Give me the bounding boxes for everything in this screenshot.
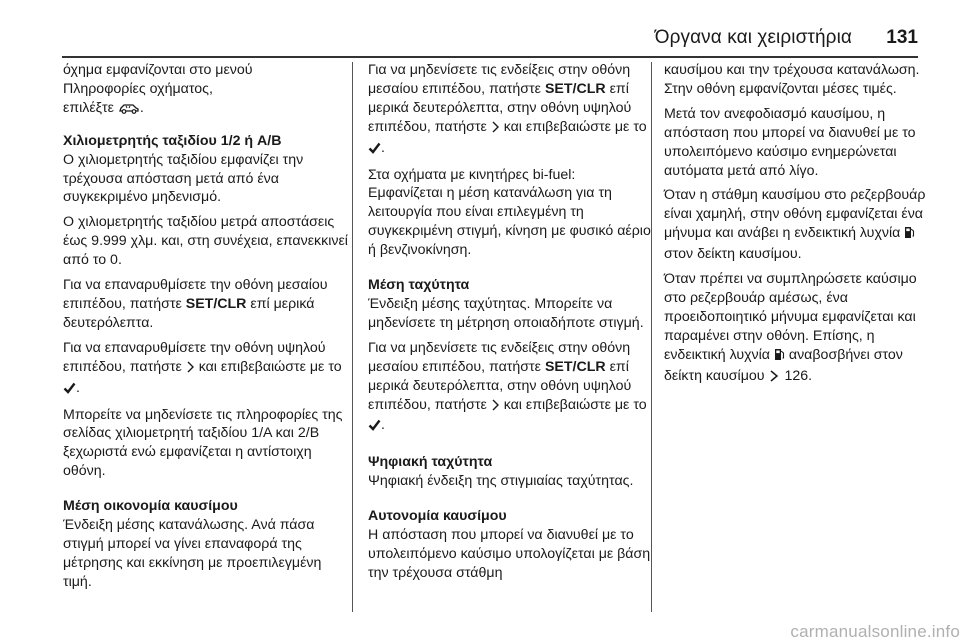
paragraph: Όταν η στάθμη καυσίμου στο ρεζερβουάρ είναι χαμηλή, στην οθόνη εμφανίζεται ένα μήνυμα και ανάβει η ενδεικτική λυχνία στον δείκτη καυσίμου. [664, 187, 926, 263]
paragraph: Για να μηδενίσετε τις ενδείξεις στην οθόνη μεσαίου επιπέδου, πατήστε SET/CLR επί μερικά δευτερόλεπτα, στην οθόνη υψηλού επιπέδου, πατήστε και επιβεβαιώστε με το . [368, 339, 653, 438]
chevron-right-icon [491, 120, 500, 139]
checkmark-icon [368, 418, 381, 437]
chevron-right-icon [491, 398, 500, 417]
section-heading: Αυτονομία καυσίμου [368, 508, 507, 525]
fuel-pump-icon [774, 348, 785, 367]
fuel-pump-icon [904, 226, 915, 245]
button-name: SET/CLR [544, 358, 606, 375]
paragraph: Η απόσταση που μπορεί να διανυθεί με το υπολειπόμενο καύσιμο υπολογίζεται με βάση την τρέχουσα στάθμη [368, 527, 651, 581]
page-reference-icon[interactable] [768, 369, 780, 388]
checkmark-icon [63, 381, 76, 400]
car-settings-icon [118, 101, 140, 120]
chapter-title: Όργανα και χειριστήρια [654, 27, 852, 48]
column-3 [664, 61, 929, 394]
column-1 [63, 61, 348, 598]
button-name: SET/CLR [185, 295, 247, 312]
section-heading: Χιλιομετρητής ταξιδίου 1/2 ή A/B [63, 132, 282, 149]
section-heading: Ψηφιακή ταχύτητα [368, 454, 493, 471]
paragraph: Ψηφιακή ένδειξη της στιγμιαίας ταχύτητας. [368, 473, 634, 490]
paragraph: Ο χιλιομετρητής ταξιδίου μετρά αποστάσεις έως 9.999 χλμ. και, στη συνέχεια, επανεκκινεί από το 0. [63, 214, 348, 269]
paragraph: Για να επαναρυθμίσετε την οθόνη υψηλού επιπέδου, πατήστε και επιβεβαιώστε με το . [63, 339, 348, 400]
paragraph: Ένδειξη μέσης ταχύτητας. Μπορείτε να μηδενίσετε τη μέτρηση οποιαδήποτε στιγμή. [368, 295, 644, 331]
column-divider-1 [352, 62, 353, 612]
button-name: SET/CLR [544, 80, 606, 97]
paragraph: Στα οχήματα με κινητήρες bi-fuel: Εμφανίζεται η μέση κατανάλωση για τη λειτουργία που είναι επιλεγμένη τη συγκεκριμένη στιγμή, κίνηση με φυσικό αέριο ή βενζινοκίνηση. [368, 166, 651, 259]
chevron-right-icon [186, 360, 195, 379]
checkmark-icon [368, 141, 381, 160]
paragraph: Για να επαναρυθμίσετε την οθόνη μεσαίου επιπέδου, πατήστε SET/CLR επί μερικά δευτερόλεπτα. [63, 277, 328, 331]
paragraph: καυσίμου και την τρέχουσα κατανάλωση. Στην οθόνη εμφανίζονται μέσες τιμές. [664, 62, 920, 97]
column-2 [368, 61, 653, 589]
page-header [0, 0, 960, 60]
paragraph: όχημα εμφανίζονται στο μενού Πληροφορίες οχήματος, επιλέξτε . [63, 61, 348, 120]
paragraph: Ο χιλιομετρητής ταξιδίου εμφανίζει την τρέχουσα απόσταση μετά από ένα συγκεκριμένο μηδενισμό. [63, 151, 304, 206]
section-heading: Μέση οικονομία καυσίμου [63, 498, 238, 515]
paragraph: Μετά τον ανεφοδιασμό καυσίμου, η απόσταση που μπορεί να διανυθεί με το υπολειπόμενο καύσιμο ενημερώνεται αυτόματα μετά από λίγο. [664, 105, 916, 179]
section-heading: Μέση ταχύτητα [368, 277, 470, 294]
paragraph: Ένδειξη μέσης κατανάλωσης. Ανά πάσα στιγμή μπορεί να γίνει επαναφορά της μέτρησης και εκκίνηση με προεπιλεγμένη τιμή. [63, 517, 322, 590]
header-rule [62, 56, 918, 58]
paragraph: Όταν πρέπει να συμπληρώσετε καύσιμο στο ρεζερβουάρ αμέσως, ένα προειδοποιητικό μήνυμα εμφανίζεται και παραμένει στην οθόνη. Επίσης, η ενδεικτική λυχνία αναβοσβήνει στον δείκτη καυσίμου 126. [664, 270, 929, 387]
paragraph: Για να μηδενίσετε τις ενδείξεις στην οθόνη μεσαίου επιπέδου, πατήστε SET/CLR επί μερικά δευτερόλεπτα, στην οθόνη υψηλού επιπέδου, πατήστε και επιβεβαιώστε με το . [368, 61, 653, 160]
page-reference-link[interactable]: 126. [784, 367, 813, 384]
paragraph: Μπορείτε να μηδενίσετε τις πληροφορίες της σελίδας χιλιομετρητή ταξιδίου 1/A και 2/B ξεχωριστά ενώ εμφανίζεται η αντίστοιχη οθόνη. [63, 406, 343, 480]
watermark: carmanualsonline.info [790, 622, 960, 641]
page-number: 131 [886, 27, 918, 48]
